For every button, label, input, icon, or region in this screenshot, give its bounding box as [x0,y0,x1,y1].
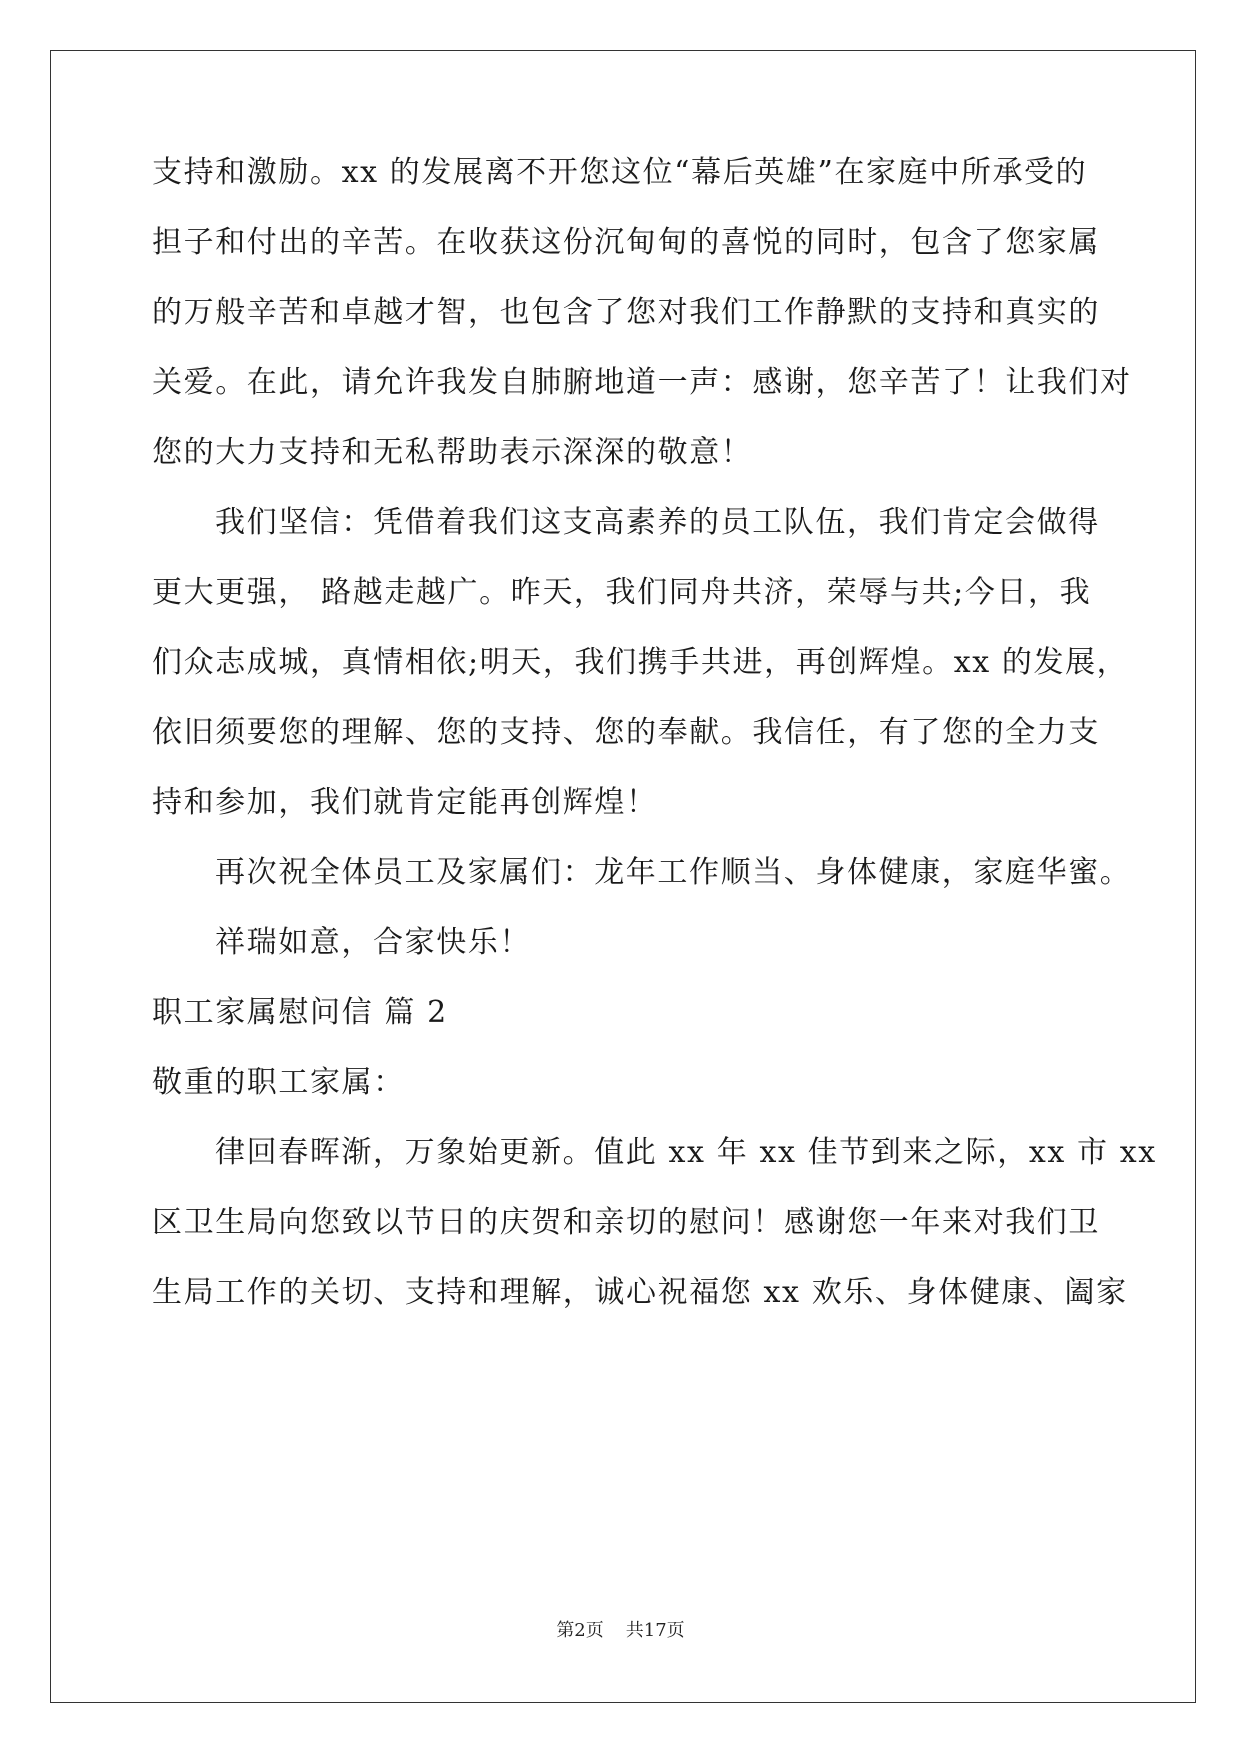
text-line: 区卫生局向您致以节日的庆贺和亲切的慰问！感谢您一年来对我们卫 [152,1205,1100,1240]
salutation: 敬重的职工家属： [152,1065,405,1100]
section-heading: 职工家属慰问信 篇 2 [152,995,448,1030]
text-line: 再次祝全体员工及家属们：龙年工作顺当、身体健康，家庭华蜜。 [215,855,1132,890]
page-total: 共17页 [625,1620,685,1641]
text-line: 担子和付出的辛苦。在收获这份沉甸甸的喜悦的同时，包含了您家属 [152,225,1100,260]
text-line: 关爱。在此，请允许我发自肺腑地道一声：感谢，您辛苦了！让我们对 [152,365,1132,400]
text-line: 支持和激励。xx 的发展离不开您这位“幕后英雄”在家庭中所承受的 [152,155,1088,190]
page-number: 第2页 [556,1620,604,1641]
text-line: 们众志成城，真情相依;明天，我们携手共进，再创辉煌。xx 的发展， [152,645,1129,680]
text-line: 依旧须要您的理解、您的支持、您的奉献。我信任，有了您的全力支 [152,715,1100,750]
text-line: 祥瑞如意，合家快乐！ [215,925,531,960]
text-line: 更大更强， 路越走越广。昨天，我们同舟共济，荣辱与共;今日，我 [152,575,1092,610]
text-line: 您的大力支持和无私帮助表示深深的敬意！ [152,435,753,470]
page-footer [0,1619,1241,1643]
text-line: 持和参加，我们就肯定能再创辉煌！ [152,785,658,820]
text-line: 的万般辛苦和卓越才智，也包含了您对我们工作静默的支持和真实的 [152,295,1100,330]
text-line: 生局工作的关切、支持和理解，诚心祝福您 xx 欢乐、身体健康、阖家 [152,1275,1128,1310]
text-line: 律回春晖渐，万象始更新。值此 xx 年 xx 佳节到来之际，xx 市 xx [215,1135,1157,1170]
text-line: 我们坚信：凭借着我们这支高素养的员工队伍，我们肯定会做得 [215,505,1100,540]
